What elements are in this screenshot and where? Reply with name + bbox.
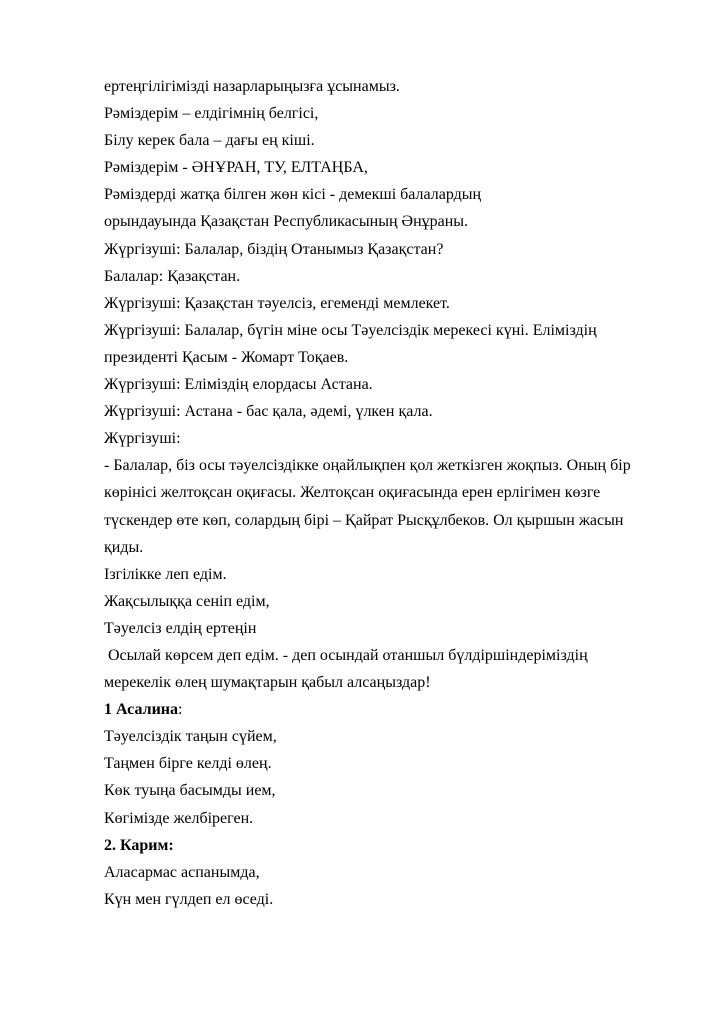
speaker-heading — [104, 696, 684, 723]
text-line: орындауында Қазақстан Республикасының Әнұраны. — [104, 213, 469, 231]
text-line: Рәміздерді жатқа білген жөн кісі - демекші балалардың — [104, 186, 482, 204]
text-line: Рәміздерім – елдігімнің белгісі, — [104, 105, 319, 123]
poem-line: Ізгілікке леп едім. — [104, 565, 227, 583]
poem-line: Жақсылыққа сеніп едім, — [104, 592, 270, 610]
text-line: Жүргізуші: Балалар, бүгін міне осы Тәуелсіздік мерекесі күні. Еліміздің — [104, 321, 597, 339]
poem-line: Көгімізде желбіреген. — [104, 809, 254, 827]
poem-line: Таңмен бірге келді өлең. — [104, 755, 272, 773]
text-line: Жүргізуші: Балалар, біздің Отанымыз Қазақстан? — [104, 240, 444, 258]
text-line: Рәміздерім - ӘНҰРАН, ТУ, ЕЛТАҢБА, — [104, 159, 368, 177]
poem-line: Тәуелсіз елдің ертеңін — [104, 619, 257, 637]
text-line: Жүргізуші: — [104, 430, 181, 448]
text-line: Жүргізуші: Қазақстан тәуелсіз, егеменді мемлекет. — [104, 294, 450, 312]
poem-line: Осылай көрсем деп едім. - деп осындай отаншыл бүлдіршіндеріміздің — [108, 646, 588, 664]
text-line: президенті Қасым - Жомарт Тоқаев. — [104, 348, 349, 366]
text-line: Жүргізуші: Еліміздің елордасы Астана. — [104, 376, 373, 394]
poem-line: Күн мен гүлдеп ел өседі. — [104, 890, 274, 908]
text-line: Балалар: Қазақстан. — [104, 267, 241, 285]
speaker-colon: : — [178, 701, 183, 719]
text-line: қиды. — [104, 538, 144, 556]
text-line: Білу керек бала – дағы ең кіші. — [104, 132, 315, 150]
text-line: түскендер өте көп, солардың бірі – Қайрат Рысқұлбеков. Ол қыршын жасын — [104, 511, 624, 529]
text-line: көрінісі желтоқсан оқиғасы. Желтоқсан оқиғасында ерен ерлігімен көзге — [104, 484, 601, 502]
text-line: мерекелік өлең шумақтарын қабыл алсаңыздар! — [104, 674, 431, 692]
speaker-name: 1 Асалина — [104, 701, 179, 719]
poem-line: Тәуелсіздік таңын сүйем, — [104, 728, 277, 746]
poem-line: Аласармас аспанымда, — [104, 863, 260, 881]
text-line: Жүргізуші: Астана - бас қала, әдемі, үлкен қала. — [104, 403, 433, 421]
poem-line: Көк туыңа басымды ием, — [104, 782, 276, 800]
document-body — [104, 73, 684, 913]
speaker-heading: 2. Карим: — [104, 836, 174, 854]
text-line: - Балалар, біз осы тәуелсіздікке оңайлықпен қол жеткізген жоқпыз. Оның бір — [104, 457, 631, 475]
text-line: ертеңгілігімізді назарларыңызға ұсынамыз. — [104, 78, 400, 95]
